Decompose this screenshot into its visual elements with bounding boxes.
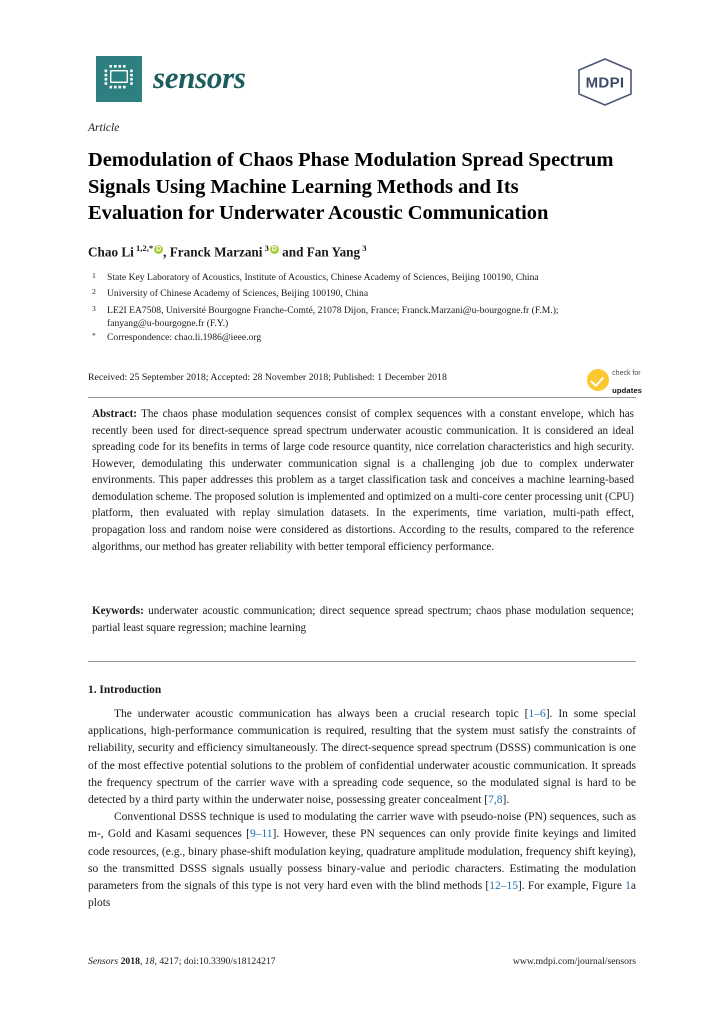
affiliation-list: [88, 271, 588, 348]
keywords-text: underwater acoustic communication; direct sequence spread spectrum; chaos phase modulation sequence; partial least square regression; machine learning: [92, 605, 635, 634]
affiliation-mark: 2: [92, 287, 96, 297]
footer-year: 2018: [120, 956, 140, 967]
author-conjunction: and: [278, 244, 307, 260]
article-type: Article: [88, 122, 120, 134]
abstract: [92, 406, 634, 555]
paragraph-2: [88, 809, 636, 912]
divider-below-keywords: [88, 661, 636, 662]
orcid-icon[interactable]: [154, 245, 163, 254]
divider-above-abstract: [88, 397, 636, 398]
author-list: [88, 243, 367, 261]
paragraph-2-part-2: ]. However, these PN sequences can only provide finite keyings and limited code resources, (e.g., binary phase-shift modulation keying, quadrature amplitude modulation, frequency shift keying), so the transmitted DSSS signals usually possess binary-value and periodic characters. Estimating the modulation parameters from the signals of this type is not very hard even with the blind methods [: [88, 828, 636, 893]
affiliation-text: State Key Laboratory of Acoustics, Institute of Acoustics, Chinese Academy of Sciences, Beijing 100190, China: [107, 272, 539, 283]
journal-logo[interactable]: [96, 56, 246, 102]
affiliation-text: LE2I EA7508, Université Bourgogne Franche-Comté, 21078 Dijon, France; Franck.Marzani@u-bourgogne.fr (F.M.); fanyang@u-bourgogne.fr (F.Y.): [107, 304, 559, 330]
paragraph-2-part-1: Conventional DSSS technique is used to modulating the carrier wave with pseudo-noise (PN) sequences, such as m-, Gold and Kasami sequences [: [88, 811, 636, 841]
section-heading-introduction: 1. Introduction: [88, 684, 162, 696]
correspondence-text: Correspondence: chao.li.1986@ieee.org: [107, 332, 262, 344]
affiliation-row: [88, 304, 588, 331]
page-title: Demodulation of Chaos Phase Modulation Spread Spectrum Signals Using Machine Learning Methods and Its Evaluation for Underwater Acoustic Communication: [88, 148, 614, 225]
introduction-body: [88, 706, 636, 912]
orcid-icon[interactable]: [270, 245, 279, 254]
paragraph-2-part-3: ]. For example, Figure: [517, 880, 626, 893]
citation-link[interactable]: 9–11: [249, 828, 273, 841]
author-affil-marks-1: 1,2,*: [133, 243, 154, 253]
citation-link[interactable]: 7,8: [488, 794, 503, 807]
footer-doi: doi:10.3390/s18124217: [183, 956, 276, 967]
affiliation-row: [88, 287, 588, 303]
crossmark-badge[interactable]: [587, 362, 642, 398]
svg-text:MDPI: MDPI: [585, 74, 625, 92]
author-name-2[interactable]: Franck Marzani: [169, 244, 263, 260]
paragraph-1: [88, 706, 636, 809]
abstract-text: The chaos phase modulation sequences consist of complex sequences with a constant envelope, which has recently been used for direct-sequence spread spectrum underwater acoustic communication. It is considered an ideal spreading code for its benefits in terms of large code resource quantity, nice correlation characteristics and high security. However, demodulating this underwater communication signal is a challenging job due to complex underwater environments. This paper addresses this problem as a target classification task and conceives a machine learning-based demodulation scheme. The proposed solution is implemented and optimized on a multi-core center processing unit (CPU) platform, then evaluated with replay simulation datasets. In the experiments, time variation, multi-path effect, propagation loss and random noise were considered as distortions. According to the results, compared to the reference algorithms, our method has greater reliability with better temporal efficiency performance.: [92, 408, 634, 553]
citation-link[interactable]: 1–6: [528, 708, 546, 720]
masthead: [96, 56, 636, 108]
journal-name: sensors: [153, 60, 246, 95]
footer-url[interactable]: www.mdpi.com/journal/sensors: [512, 956, 636, 967]
figure-link[interactable]: 1: [625, 880, 631, 893]
citation-link[interactable]: 12–15: [489, 880, 518, 893]
check-circle-icon: [587, 369, 609, 391]
abstract-label: Abstract:: [92, 408, 137, 420]
author-name-1[interactable]: Chao Li: [88, 244, 134, 260]
footer-volume: 18: [144, 956, 155, 967]
footer-article-no: 4217: [159, 956, 179, 967]
paragraph-1-part-2: ]. In some special applications, high-performance communication is required, resulting that the system must satisfy the constraints of reliability, security and efficiency simultaneously. The direct-sequence spread spectrum (DSSS) communication is one of the most effective potential solutions to the problem of confidential underwater acoustic communication. It spreads the frequency spectrum of the carrier wave with a spreading code sequence, so the modulated signal is hard to be detected by a third party within the underwater noise, possessing greater concealment [: [88, 708, 636, 807]
affiliation-mark: 3: [92, 303, 96, 313]
paragraph-2-part-4: a plots: [88, 880, 636, 910]
paragraph-1-part-3: ].: [502, 794, 510, 807]
author-separator: ,: [163, 244, 170, 260]
crossmark-line-1: check for: [612, 370, 641, 377]
affiliation-mark: *: [92, 331, 96, 341]
page-footer: [88, 956, 636, 967]
mdpi-logo[interactable]: [574, 56, 636, 113]
author-affil-marks-2: 3: [262, 243, 269, 253]
affiliation-row: [88, 271, 588, 287]
affiliation-text: University of Chinese Academy of Sciences, Beijing 100190, China: [107, 288, 369, 300]
footer-journal: Sensors: [88, 956, 119, 967]
footer-citation: Sensors 2018, 18, 4217; doi:10.3390/s18124217: [88, 956, 276, 967]
microchip-icon: [96, 56, 142, 102]
publication-dates: Received: 25 September 2018; Accepted: 28 November 2018; Published: 1 December 2018: [88, 372, 447, 383]
crossmark-label: [612, 362, 642, 398]
paragraph-1-part-1: The underwater acoustic communication has always been a crucial research topic [: [114, 708, 529, 720]
affiliation-row: [88, 331, 588, 347]
author-name-3[interactable]: Fan Yang: [306, 244, 361, 260]
keywords-label: Keywords:: [92, 605, 144, 617]
author-affil-marks-3: 3: [360, 243, 367, 253]
crossmark-line-2: updates: [612, 385, 642, 395]
keywords: [92, 603, 634, 636]
affiliation-mark: 1: [92, 271, 96, 280]
